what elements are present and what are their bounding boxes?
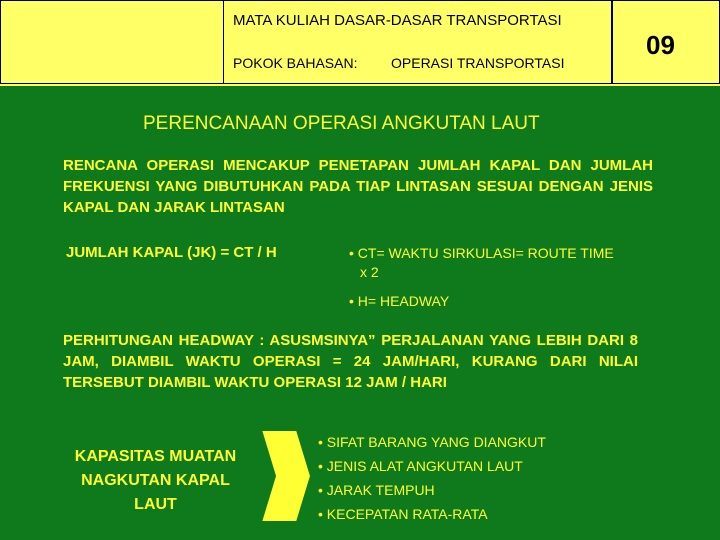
formula-text: JUMLAH KAPAL (JK) = CT / H bbox=[66, 244, 277, 261]
headway-paragraph: PERHITUNGAN HEADWAY : ASUSMSINYA” PERJALANAN YANG LEBIH DARI 8 JAM, DIAMBIL WAKTU OPERASI = 24 JAM/HARI, KURANG DARI NILAI TERSEBUT DIAMBIL WAKTU OPERASI 12 JAM / HARI bbox=[63, 332, 638, 391]
slide-header bbox=[0, 0, 720, 86]
capacity-label: KAPASITAS MUATAN NAGKUTAN KAPAL LAUT bbox=[74, 448, 237, 513]
topic-label: POKOK BAHASAN: bbox=[233, 55, 358, 71]
factor-item: • KECEPATAN RATA-RATA bbox=[318, 506, 488, 522]
topic-value: OPERASI TRANSPORTASI bbox=[391, 55, 565, 71]
factor-item: • JARAK TEMPUH bbox=[318, 482, 435, 498]
definition-ct-multiplier: x 2 bbox=[360, 264, 379, 280]
definition-ct: • CT= WAKTU SIRKULASI= ROUTE TIME bbox=[349, 245, 614, 261]
slide-title: PERENCANAAN OPERASI ANGKUTAN LAUT bbox=[143, 113, 540, 134]
definition-h: • H= HEADWAY bbox=[349, 293, 450, 309]
header-left-box bbox=[0, 0, 224, 84]
slide-number: 09 bbox=[646, 30, 675, 60]
right-arrow-icon bbox=[261, 430, 311, 522]
course-title: MATA KULIAH DASAR-DASAR TRANSPORTASI bbox=[233, 12, 562, 29]
factor-list bbox=[318, 430, 546, 526]
intro-paragraph: RENCANA OPERASI MENCAKUP PENETAPAN JUMLAH KAPAL DAN JUMLAH FREKUENSI YANG DIBUTUHKAN PADA TIAP LINTASAN SESUAI DENGAN JENIS KAPAL DAN JARAK LINTASAN bbox=[63, 157, 653, 216]
factor-item: • JENIS ALAT ANGKUTAN LAUT bbox=[318, 458, 523, 474]
factor-item: • SIFAT BARANG YANG DIANGKUT bbox=[318, 434, 546, 450]
